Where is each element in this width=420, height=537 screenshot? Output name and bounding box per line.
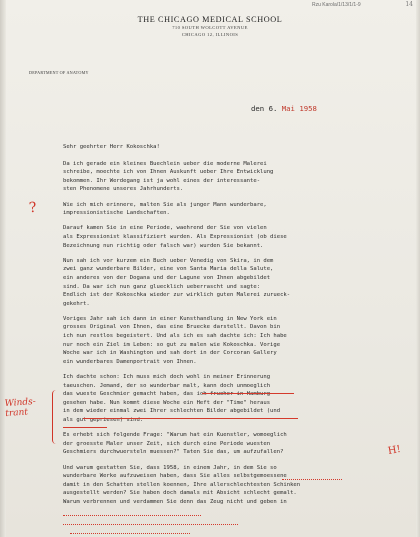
- letter-date: [251, 104, 317, 113]
- letter-line: ausgestellt werden? Sie haben doch damals mit Absicht schlecht gemalt.: [63, 490, 297, 497]
- letter-line: das wueste Geschmier gemacht haben, das ich frueher in Hamburg: [63, 391, 271, 398]
- archive-reference: Rzu Karola/1/13/1/1-9: [312, 2, 361, 8]
- letter-line: impressionistische Landschaften.: [63, 210, 170, 217]
- letter-paragraph: [63, 160, 399, 194]
- letter-paragraph: [63, 201, 399, 218]
- letter-body: [63, 143, 402, 513]
- page-edge-right: [416, 0, 420, 537]
- letter-line: wunderbare Werke aufzuweisen haben, dass Sie alles selbstgemoessene: [63, 473, 287, 480]
- letter-line: als gut gepriesen) sind.: [63, 417, 144, 423]
- red-wavy-underline: [282, 476, 342, 480]
- handwritten-question-mark: ?: [28, 199, 38, 217]
- letter-date-prefix: den 6.: [251, 104, 282, 113]
- archive-corner-mark: 14: [405, 1, 413, 8]
- letter-line: gekehrt.: [63, 300, 90, 307]
- letter-line: Ich dachte schon: Ich muss mich doch wohl in meiner Erinnerung: [63, 374, 271, 381]
- letter-line: ein anderes von der Dogana und der Lagune von Ihnen abgebildet: [63, 274, 271, 281]
- letter-paragraphs: [63, 160, 402, 507]
- letter-line: Woche war ich in Washington und sah dort in der Corcoran Gallery: [63, 350, 277, 357]
- letterhead-city: CHICAGO 12, ILLINOIS: [181, 32, 239, 37]
- letter-line: nur noch ein Ziel im Leben: so gut zu malen wie Kokoschka. Vorige: [63, 341, 281, 348]
- letter-line: taeuschen. Jemand, der so wunderbar malt, kann doch unmoeglich: [63, 382, 271, 389]
- letter-greeting: Sehr geehrter Herr Kokoschka!: [63, 144, 160, 150]
- page-edge-left: [0, 0, 6, 537]
- letter-line: der groesste Maler unser Zeit, sich durch eine Periode wuesten: [63, 440, 271, 447]
- letter-line: sten Phenomene unseres Jahrhunderts.: [63, 186, 184, 193]
- letter-date-highlight: Mai 1958: [281, 104, 317, 113]
- handwritten-margin-note: [4, 397, 37, 419]
- letter-line: Nun sah ich vor kurzem ein Buch ueber Venedig von Skira, in dem: [63, 257, 274, 264]
- letter-line: sind. Da war ich nun ganz gluecklich ueberrascht und sagte:: [63, 283, 261, 290]
- red-wavy-underline: [63, 521, 238, 525]
- red-wavy-underline: [63, 512, 201, 516]
- letter-paragraph: [63, 464, 399, 507]
- handwritten-side-note: H!: [387, 443, 402, 458]
- letter-line: schreibe, moechte ich von Ihnen Auskunft ueber Ihre Entwicklung: [63, 169, 274, 176]
- letter-paragraph: [63, 315, 399, 367]
- letter-line: Warum verbrennen und verdammen Sie denn das Zeug nicht und geben in: [63, 498, 287, 505]
- letter-line: ein wunderbares Damenportrait von Ihnen.: [63, 358, 197, 365]
- letter-line: zwei ganz wunderbare Bilder, eine von Santa Maria della Salute,: [63, 266, 274, 273]
- letterhead-address: 710 SOUTH WOLCOTT AVENUE: [172, 25, 248, 30]
- letterhead: [0, 15, 420, 38]
- letter-line: Endlich ist der Kokoschka wieder zur wirklich guten Malerei zurueck-: [63, 292, 291, 299]
- letter-line: Voriges Jahr sah ich dann in einer Kunsthandlung in New York ein: [63, 315, 277, 322]
- letter-line: als Expressionist klassifiziert wurden. Als Expressionist (ob diese: [63, 233, 287, 240]
- letter-line: Da ich gerade ein kleines Buechlein ueber die moderne Malerei: [63, 160, 267, 167]
- letter-line: in dem wieder einmal zwei Ihrer schlechten Bilder abgebildet (und: [63, 408, 281, 415]
- letter-paragraph: [63, 257, 399, 309]
- letter-paragraph: [63, 431, 402, 458]
- letter-line: ich nun restlos begeistert. Und als ich es sah dachte ich: Ich habe: [63, 333, 287, 340]
- letter-line: Wie ich mich erinnere, malten Sie als junger Mann wunderbare,: [63, 201, 267, 208]
- letterhead-institution: THE CHICAGO MEDICAL SCHOOL: [137, 15, 283, 24]
- handwritten-margin-note-line: trant: [5, 407, 29, 420]
- letter-line: gesehen habe. Nun kommt diese Woche ein Heft der "Time" heraus: [63, 399, 271, 406]
- handwritten-bracket: [52, 390, 59, 444]
- red-underline: [202, 393, 294, 394]
- letter-line: grosses Original von Ihnen, das eine Bruecke darstellt. Davon bin: [63, 324, 281, 331]
- letter-line: Darauf kamen Sie in eine Periode, waehrend der Sie von vielen: [63, 225, 267, 232]
- letter-paragraph: [63, 224, 399, 250]
- handwritten-margin-note-line: Winds-: [4, 396, 37, 410]
- letter-line: Geschmiers durchwuersteln muessen?" Taten Sie das, um aufzufallen?: [63, 449, 284, 456]
- letter-line: Bezeichnung nun richtig oder falsch war) wurden Sie bekannt.: [63, 242, 264, 249]
- letter-line: damit in den Schatten stellen koennen, Ihre allerschlechtesten Schinken: [63, 481, 301, 488]
- letter-line: Es erhebt sich folgende Frage: "Warum hat ein Kuenstler, womoeglich: [63, 432, 287, 439]
- red-wavy-underline: [70, 530, 190, 534]
- red-underline: [63, 427, 107, 428]
- letter-line: bekommen. Ihr Werdegang ist ja wohl eines der interessante-: [63, 177, 261, 184]
- letter-line: Und warum gestatten Sie, dass 1958, in einem Jahr, in dem Sie so: [63, 464, 277, 471]
- letterhead-department: DEPARTMENT OF ANATOMY: [29, 70, 89, 75]
- letter-paragraph: [63, 373, 399, 425]
- red-underline: [83, 418, 298, 419]
